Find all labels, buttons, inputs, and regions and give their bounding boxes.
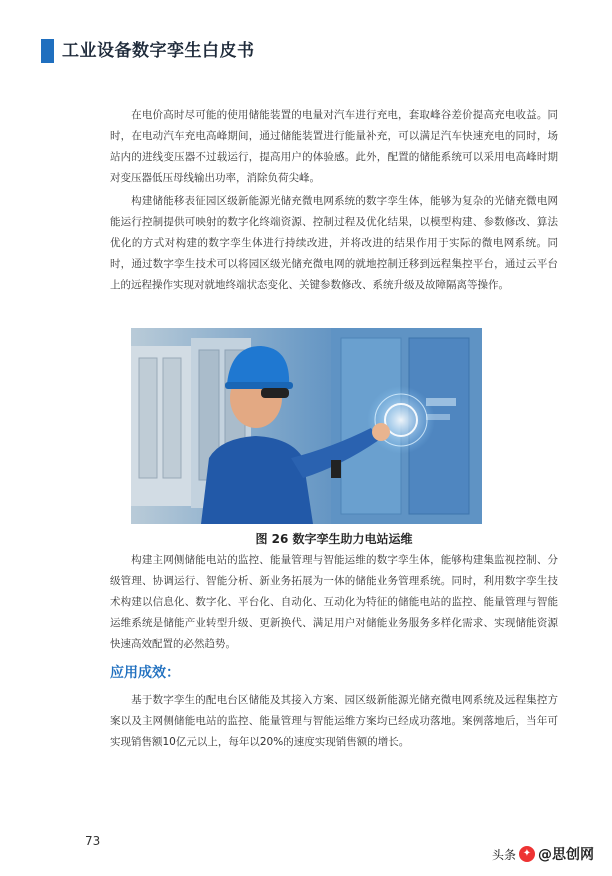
page-number: 73 [85,834,101,848]
watermark-prefix: 头条 [491,847,516,862]
paragraph-microgrid-twin: 构建储能移表征园区级新能源光储充微电网系统的数字孪生体，能够为复杂的光储充微电网能运行控制提供可映射的数字化终端资源、控制过程及优化结果，以模型构建、参数修改、算法优化的方式对构建的数字孪生体进行持续改进，并将改进的结果作用于实际的微电网系统。同时，通过数字孪生技术可以将园区级光储充微电网的就地控制迁移到远程集控平台，通过云平台上的远程操作实现对就地终端状态变化、关键参数修改、系统升级及故障隔离等操作。 [110,195,558,291]
paragraph-results: 基于数字孪生的配电台区储能及其接入方案、园区级新能源光储充微电网系统及远程集控方案以及主网侧储能电站的监控、能量管理与智能运维方案均已经成功落地。案例落地后，当年可实现销售额10亿元以上，每年以20%的速度实现销售额的增长。 [110,694,558,748]
paragraph-charging-storage: 在电价高时尽可能的使用储能装置的电量对汽车进行充电，套取峰谷差价提高充电收益。同时，在电动汽车充电高峰期间，通过储能装置进行能量补充，可以满足汽车快速充电的同时，场站内的进线变压器不过载运行，提高用户的体验感。此外，配置的储能系统可以采用电高峰时期对变压器低压母线输出功率，消除负荷尖峰。 [110,109,558,184]
paragraph-energy-station-twin: 构建主网侧储能电站的监控、能量管理与智能运维的数字孪生体，能够构建集监视控制、分级管理、协调运行、智能分析、新业务拓展为一体的储能业务管理系统。同时，利用数字孪生技术构建以信息化、数字化、平台化、自动化、互动化为特征的储能电站的监控、能量管理与智能运维系统是储能产业转型升级、更新换代、满足用户对储能业务服务多样化需求、实现储能资源快速高效配置的必然趋势。 [110,554,558,650]
figure-caption: 图 26 数字孪生助力电站运维 [255,532,413,546]
watermark-brand: @思创网 [538,847,594,863]
header-accent-bar [41,39,54,63]
section-heading-results: 应用成效： [110,665,180,681]
source-watermark [492,844,594,864]
page-header-title: 工业设备数字孪生白皮书 [62,41,255,61]
figure-substation-maintenance [131,328,482,524]
figure-illustration [131,328,482,524]
watermark-logo-icon: ✦ [519,846,535,862]
